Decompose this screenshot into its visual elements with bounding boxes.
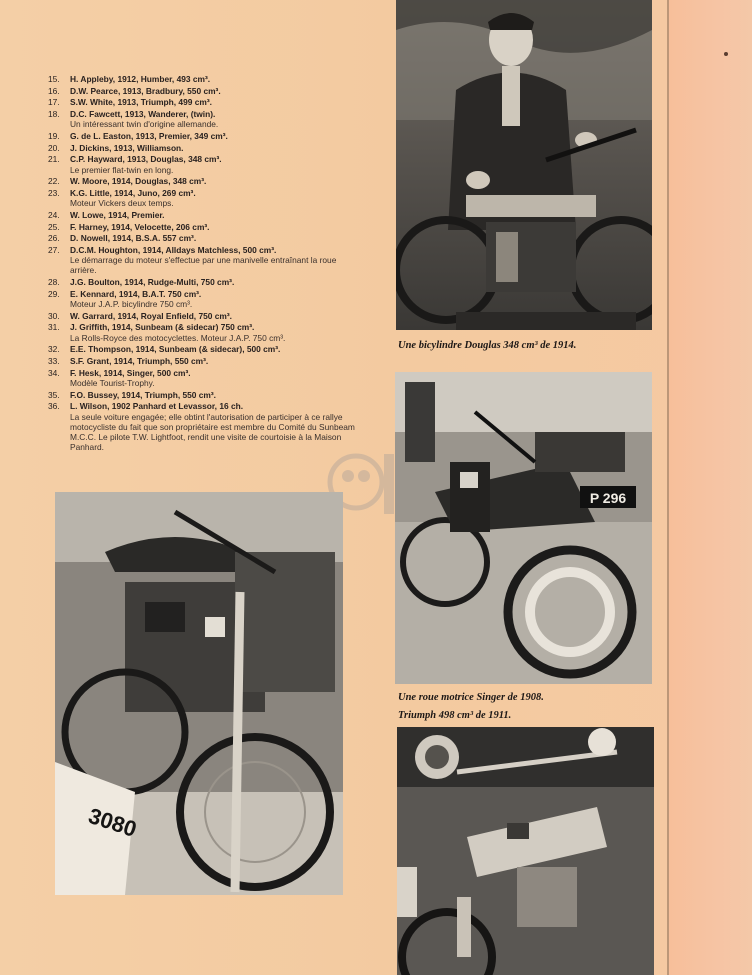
list-item: 25. F. Harney, 1914, Velocette, 206 cm³. xyxy=(48,221,210,232)
list-item: 32. E.E. Thompson, 1914, Sunbeam (& sidecar), 500 cm³. xyxy=(48,344,281,355)
photo-motorcycles-parked xyxy=(55,492,343,895)
list-item: 23. K.G. Little, 1914, Juno, 269 cm³. Moteur Vickers deux temps. xyxy=(48,188,196,209)
list-item: 24. W. Lowe, 1914, Premier. xyxy=(48,209,165,220)
list-item: 26. D. Nowell, 1914, B.S.A. 557 cm³. xyxy=(48,233,197,244)
page-edge-strip xyxy=(669,0,752,975)
entrant-list xyxy=(48,74,358,454)
photo-triumph-motorcycle xyxy=(397,727,654,975)
photo-singer-motorcycle xyxy=(395,372,652,684)
list-item: 20. J. Dickins, 1913, Williamson. xyxy=(48,142,184,153)
caption-triumph: Triumph 498 cm³ de 1911. xyxy=(398,710,512,721)
list-item: 16. D.W. Pearce, 1913, Bradbury, 550 cm³. xyxy=(48,85,221,96)
list-item: 35. F.O. Bussey, 1914, Triumph, 550 cm³. xyxy=(48,389,216,400)
list-item: 31. J. Griffith, 1914, Sunbeam (& sidecar) 750 cm³. La Rolls-Royce des motocyclettes. Moteur J.A.P. 750 cm³. xyxy=(48,322,286,343)
list-item: 30. W. Garrard, 1914, Royal Enfield, 750 cm³. xyxy=(48,310,232,321)
list-item: 22. W. Moore, 1914, Douglas, 348 cm³. xyxy=(48,176,207,187)
list-item: 15. H. Appleby, 1912, Humber, 493 cm³. xyxy=(48,74,211,84)
list-item: 17. S.W. White, 1913, Triumph, 499 cm³. xyxy=(48,97,212,108)
photo-douglas-motorcycle xyxy=(396,0,652,330)
race-number-text: 3080 xyxy=(85,802,140,842)
list-item: 29. E. Kennard, 1914, B.A.T. 750 cm³. Moteur J.A.P. bicylindre 750 cm³. xyxy=(48,288,202,310)
caption-singer: Une roue motrice Singer de 1908. xyxy=(398,692,544,703)
list-item: 33. S.F. Grant, 1914, Triumph, 550 cm³. xyxy=(48,356,209,367)
caption-douglas: Une bicylindre Douglas 348 cm³ de 1914. xyxy=(398,340,577,351)
list-item: 18. D.C. Fawcett, 1913, Wanderer, (twin). Un intéressant twin d'origine allemande. xyxy=(48,109,219,130)
list-item: 34. F. Hesk, 1914, Singer, 500 cm³. Modèle Tourist-Trophy. xyxy=(48,367,191,388)
singer-plate-text: P 296 xyxy=(589,490,627,506)
list-item: 21. C.P. Hayward, 1913, Douglas, 348 cm³. Le premier flat-twin en long. xyxy=(48,154,222,175)
paper-speck xyxy=(724,52,728,56)
page-fold-line xyxy=(667,0,669,975)
list-item: 19. G. de L. Easton, 1913, Premier, 349 cm³. xyxy=(48,131,228,142)
list-item: 27. D.C.M. Houghton, 1914, Alldays Matchless, 500 cm³. Le démarrage du moteur s'effectue par une manivelle entraînant la roue arrière. xyxy=(48,245,337,276)
list-item: 36. L. Wilson, 1902 Panhard et Levassor, 16 ch. La seule voiture engagée; elle obtint l'autorisation de participer à ce rallye motocycliste du fait que son propriétaire est membre du Comité du Sunbeam M.C.C. Le pilote T.W. Lightfoot, rendit une visite de courtoisie à la Maison Panhard. xyxy=(48,401,355,453)
list-item: 28. J.G. Boulton, 1914, Rudge-Multi, 750 cm³. xyxy=(48,277,235,288)
